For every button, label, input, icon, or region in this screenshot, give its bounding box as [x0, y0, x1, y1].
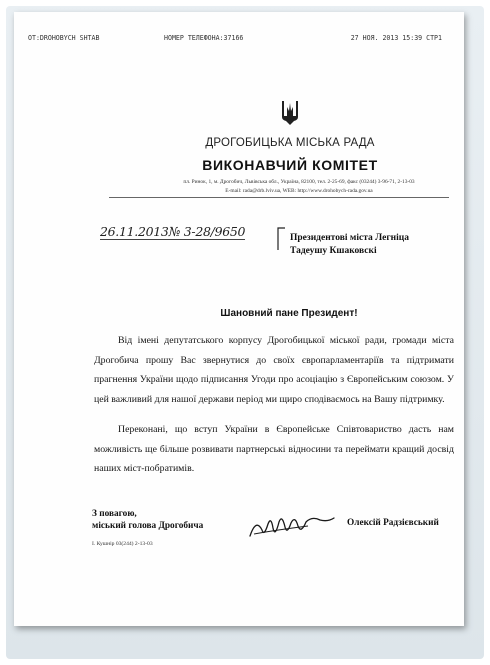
fax-phone: НОМЕР ТЕЛЕФОНА:37166 [164, 34, 244, 42]
body-paragraph-1: Від імені депутатського корпусу Дрогобицької міської ради, громади міста Дрогобича прошу Вас звернутися до своїх європарламентаріїв та підтримати прагнення України щодо підписання Угоди про асоціацію з Європейським союзом. У цей важливий для нашої держави період ми щиро сподіваємось на Вашу підтримку. [94, 335, 454, 405]
recipient-line2: Тадеушу Кшаковскі [290, 246, 377, 256]
contacts-line: E-mail: rada@drb.lviv.ua, WEB: http://www.drohobych-rada.gov.ua [225, 188, 373, 194]
signer-name: Олексій Радзієвський [347, 518, 439, 528]
recipient-bracket [276, 227, 286, 251]
tryzub-icon [279, 98, 301, 126]
closing-regards: З повагою, [92, 509, 137, 519]
fax-datetime: 27 НОЯ. 2013 15:39 СТР1 [350, 34, 442, 42]
committee-name: ВИКОНАВЧИЙ КОМІТЕТ [202, 157, 378, 173]
executor-info: І. Кушнір 03(244) 2-13-03 [92, 541, 153, 547]
recipient-line1: Президентові міста Легніца [290, 233, 409, 243]
address-line: пл. Ринок, 1, м. Дрогобич, Львівська обл., Україна, 82100, тел. 2-25-69, факс (03244) 3-96-71, 2-13-03 [183, 179, 415, 185]
registration-number: 26.11.2013№ 3-28/9650 [100, 224, 246, 239]
body-paragraph-2: Переконані, що вступ України в Європейське Співтовариство дасть нам можливість ще більше розвивати партнерські відносини та переймати кращий досвід наших міст-побратимів. [94, 424, 454, 474]
council-name: ДРОГОБИЦЬКА МІСЬКА РАДА [205, 137, 375, 149]
closing-position: міський голова Дрогобича [92, 521, 204, 531]
fax-sender: OT:DROHOBYCH SHTAB [28, 34, 100, 42]
handwritten-signature [246, 510, 338, 544]
letterhead-divider [109, 197, 449, 198]
salutation: Шановний пане Президент! [220, 308, 358, 319]
letter-page [14, 12, 464, 626]
